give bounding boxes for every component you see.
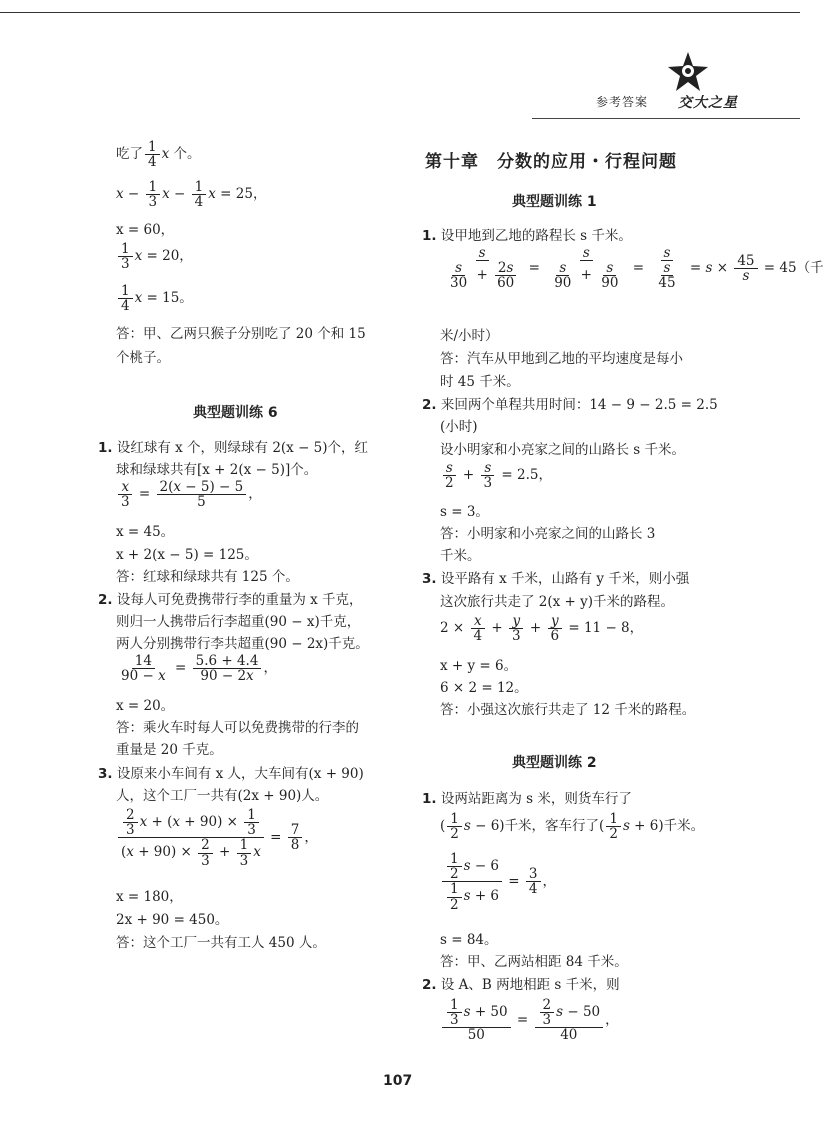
section-heading: 典型题训练 2 xyxy=(512,755,597,771)
equation: $\frac{1}{4}$ x = 15。 xyxy=(116,284,193,313)
equation: $\frac{14}{90 - x}$ = $\frac{5.6 + 4.4}{90 - 2x}$ ， xyxy=(121,653,277,685)
star-logo-icon xyxy=(666,50,710,94)
problem-text: 3. 设平路有 x 千米，山路有 y 千米，则小强 xyxy=(422,571,690,587)
problem-text: (小时) xyxy=(440,419,478,435)
brand-logo-text: 交大之星 xyxy=(678,95,738,111)
problem-text: ( $\frac{1}{2}$ s − 6)千米，客车行了( $\frac{1}{2}$ s + 6)千米。 xyxy=(440,811,705,843)
unit-line: 米/小时） xyxy=(440,328,499,344)
problem-text: 这次旅行共走了 2(x + y)千米的路程。 xyxy=(440,594,675,610)
answer-line: 时 45 千米。 xyxy=(440,374,520,390)
answer-line: 答：甲、乙两只猴子分别吃了 20 个和 15 xyxy=(116,326,366,342)
equation: x = 20。 xyxy=(116,698,175,714)
answer-line: 重量是 20 千克。 xyxy=(116,742,223,758)
problem-text: 1. 设甲地到乙地的路程长 s 千米。 xyxy=(422,228,632,244)
page-number: 107 xyxy=(383,1073,413,1089)
equation: s = 3。 xyxy=(440,504,489,520)
equation: 6 × 2 = 12。 xyxy=(440,680,528,696)
section-heading: 典型题训练 1 xyxy=(512,194,597,210)
equation: x = 180， xyxy=(116,889,183,905)
equation: x + 2(x − 5) = 125。 xyxy=(116,547,258,563)
problem-text: 设小明家和小亮家之间的山路长 s 千米。 xyxy=(440,442,686,458)
equation: $\frac{2}{3}$ x + (x + 90) × $\frac{1}{3}$ (x + 90) × $\frac{2}{3}$ + $\frac{1}{3}$ x = $\frac{7}{8}$ ， xyxy=(116,808,318,868)
equation: x + y = 6。 xyxy=(440,658,518,674)
equation: 2x + 90 = 450。 xyxy=(116,912,229,928)
header-label: 参考答案 xyxy=(596,95,649,109)
problem-text: 3. 设原来小车间有 x 人，大车间有(x + 90) xyxy=(98,766,364,782)
equation: $\frac{s}{2}$ + $\frac{s}{3}$ = 2.5， xyxy=(440,461,552,490)
equation: x = 60， xyxy=(116,222,175,238)
answer-line: 答：这个工厂一共有工人 450 人。 xyxy=(116,935,326,951)
section-heading: 典型题训练 6 xyxy=(193,405,278,421)
answer-line: 答：小明家和小亮家之间的山路长 3 xyxy=(440,526,656,542)
problem-text: 1. 设两站距离为 s 米，则货车行了 xyxy=(422,791,632,807)
answer-line: 个桃子。 xyxy=(116,350,170,366)
chapter-title: 第十章 分数的应用・行程问题 xyxy=(425,152,677,172)
equation: $\frac{x}{3}$ = $\frac{2(x - 5) - 5}{5}$ ， xyxy=(116,480,262,509)
answer-line: 千米。 xyxy=(440,548,481,564)
equation: $\frac{1}{3}$ x = 20， xyxy=(116,242,193,271)
problem-text: 2. 设每人可免费携带行李的重量为 x 千克， xyxy=(98,592,363,608)
answer-line: 答：乘火车时每人可以免费携带的行李的 xyxy=(116,720,359,736)
top-rule xyxy=(0,12,800,13)
problem-text: 1. 设红球有 x 个，则绿球有 2(x − 5)个，红 xyxy=(98,440,369,456)
equation: $\frac{1}{3}$ s + 50 50 = $\frac{2}{3}$ s − 50 40 ， xyxy=(440,998,619,1043)
problem-text: 人，这个工厂一共有(2x + 90)人。 xyxy=(116,788,329,804)
answer-line: 答：汽车从甲地到乙地的平均速度是每小 xyxy=(440,351,683,367)
text-line: 吃了 $\frac{1}{4}$ x 个。 xyxy=(116,139,201,171)
equation: x = 45。 xyxy=(116,524,175,540)
equation: 2 × $\frac{x}{4}$ + $\frac{y}{3}$ + $\frac{y}{6}$ = 11 − 8， xyxy=(440,613,644,645)
header-rule xyxy=(532,118,800,119)
problem-text: 2. 来回两个单程共用时间：14 − 9 − 2.5 = 2.5 xyxy=(422,397,718,413)
equation: $\frac{1}{2}$ s − 6 $\frac{1}{2}$ s + 6 = $\frac{3}{4}$ ， xyxy=(440,852,556,912)
answer-line: 答：红球和绿球共有 125 个。 xyxy=(116,569,299,585)
equation: x − $\frac{1}{3}$ x − $\frac{1}{4}$ x = 25， xyxy=(116,179,267,211)
answer-line: 答：小强这次旅行共走了 12 千米的路程。 xyxy=(440,702,696,718)
equation: s = 84。 xyxy=(440,932,498,948)
problem-text: 球和绿球共有[x + 2(x − 5)]个。 xyxy=(116,462,318,478)
answer-line: 答：甲、乙两站相距 84 千米。 xyxy=(440,954,628,970)
problem-text: 则归一人携带后行李超重(90 − x)千克， xyxy=(116,614,361,630)
problem-text: 两人分别携带行李共超重(90 − 2x)千克。 xyxy=(116,636,369,652)
problem-text: 2. 设 A、B 两地相距 s 千米，则 xyxy=(422,977,620,993)
equation: s $\frac{s}{30}$ + $\frac{2s}{60}$ = s $\frac{s}{90}$ + $\frac{s}{90}$ = $\frac{s}{\frac{s}{45}}$ = s × $\frac{45}{s}$ = 45（千 xyxy=(450,245,824,292)
